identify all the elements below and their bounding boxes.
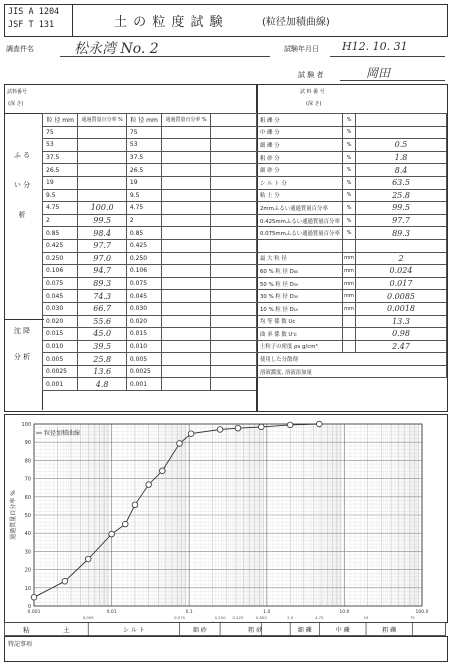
- class-label: シ ル ト: [122, 627, 145, 634]
- result-row: [257, 114, 447, 127]
- tester-underline: [340, 80, 445, 81]
- result-value: 2: [356, 252, 447, 265]
- size-cell: 0.001: [43, 378, 78, 391]
- pass-value-cell: [162, 214, 210, 227]
- y-tick-label: 80: [24, 458, 31, 465]
- size-cell: 0.015: [126, 328, 161, 341]
- data-point: [146, 482, 152, 488]
- right-sample-label: 試 料 番 号: [300, 89, 325, 95]
- result-value: [356, 239, 447, 252]
- size-cell: 0.106: [126, 265, 161, 278]
- result-value: 0.98: [356, 328, 447, 341]
- size-cell: 9.5: [43, 189, 78, 202]
- result-row: [257, 290, 447, 303]
- classification-band: [4, 622, 446, 636]
- table-row: [43, 328, 257, 341]
- result-value: 2.47: [356, 340, 447, 353]
- site-underline: [60, 56, 270, 57]
- pass-value-cell: [162, 328, 210, 341]
- blank-cell: [210, 202, 256, 215]
- result-unit: mm: [343, 290, 356, 303]
- size-cell: 26.5: [43, 164, 78, 177]
- pass-value-cell: [78, 126, 126, 139]
- pass-value-cell: [78, 139, 126, 152]
- size-cell: 0.030: [43, 302, 78, 315]
- blank-cell: [210, 378, 256, 391]
- results-grid: [256, 113, 447, 378]
- result-row: [257, 189, 447, 202]
- depth-label: (深 さ): [8, 101, 24, 107]
- tester-label: 試 験 者: [298, 71, 324, 79]
- table-row: [43, 164, 257, 177]
- pass-value-cell: [162, 126, 210, 139]
- header-divider: [72, 4, 73, 37]
- blank-cell: [210, 239, 256, 252]
- size-cell: 0.005: [126, 353, 161, 366]
- result-row: [257, 365, 447, 378]
- x-tick-label: 0.001: [27, 610, 41, 615]
- table-row: [43, 202, 257, 215]
- pass-value-cell: 55.6: [78, 315, 126, 328]
- pass-value-cell: 4.8: [78, 378, 126, 391]
- pass-value-cell: 45.0: [78, 328, 126, 341]
- table-row: [43, 302, 257, 315]
- result-label: シ ル ト 分: [257, 176, 343, 189]
- pass-value-cell: 100.0: [78, 202, 126, 215]
- x-tick-label: 0.01: [106, 610, 117, 615]
- result-row: [257, 164, 447, 177]
- size-cell: 0.005: [43, 353, 78, 366]
- x-tick-label: 100.0: [415, 610, 429, 615]
- class-label: 細 砂: [192, 627, 207, 634]
- result-value: 99.5: [356, 202, 447, 215]
- result-value: 97.7: [356, 214, 447, 227]
- result-label: 土粒子の密度 ρs g/cm³: [257, 340, 343, 353]
- result-value: [356, 114, 447, 127]
- size-cell: 2: [43, 214, 78, 227]
- size-cell: 2: [126, 214, 161, 227]
- grading-chart: [4, 414, 446, 632]
- pass-value-cell: [162, 290, 210, 303]
- size-cell: 75: [43, 126, 78, 139]
- size-cell: 0.250: [126, 252, 161, 265]
- size-cell: 19: [43, 176, 78, 189]
- pass-value-cell: [162, 378, 210, 391]
- data-point: [177, 441, 183, 447]
- size-cell: 0.106: [43, 265, 78, 278]
- result-label: 溶液濃度, 溶液添加量: [257, 365, 447, 378]
- result-row: [257, 227, 447, 240]
- col-size-header: 粒 径 mm: [43, 114, 78, 127]
- result-unit: %: [343, 176, 356, 189]
- x-minor-tick-label: 4.75: [315, 615, 324, 620]
- result-value: 63.5: [356, 176, 447, 189]
- x-minor-tick-label: 0.850: [255, 615, 267, 620]
- table-row: [43, 252, 257, 265]
- x-minor-tick-label: 75: [409, 615, 415, 620]
- result-row: [257, 265, 447, 278]
- blank-cell: [210, 252, 256, 265]
- y-tick-label: 40: [24, 531, 31, 538]
- data-point: [85, 556, 91, 562]
- class-label: 粗 礫: [382, 627, 397, 634]
- result-value: 25.8: [356, 189, 447, 202]
- blank-cell: [210, 353, 256, 366]
- size-cell: 0.001: [126, 378, 161, 391]
- site-label: 調査件名: [6, 45, 34, 53]
- data-point: [235, 425, 241, 431]
- table-row: [43, 151, 257, 164]
- data-point: [62, 578, 68, 584]
- result-row: [257, 328, 447, 341]
- pass-value-cell: [162, 302, 210, 315]
- size-cell: 4.75: [43, 202, 78, 215]
- class-band-frame: [5, 623, 446, 636]
- table-row: [43, 378, 257, 391]
- pass-value-cell: [162, 277, 210, 290]
- size-cell: 0.045: [43, 290, 78, 303]
- table-row: [43, 365, 257, 378]
- table-row: [43, 176, 257, 189]
- y-tick-label: 100: [21, 422, 31, 428]
- size-cell: 0.85: [43, 227, 78, 240]
- blank-cell: [210, 265, 256, 278]
- result-unit: mm: [343, 302, 356, 315]
- pass-value-cell: 74.3: [78, 290, 126, 303]
- result-row: [257, 315, 447, 328]
- blank-cell: [210, 365, 256, 378]
- result-value: 0.024: [356, 265, 447, 278]
- y-tick-label: 90: [24, 440, 31, 447]
- size-cell: 0.020: [126, 315, 161, 328]
- pass-value-cell: 89.3: [78, 277, 126, 290]
- x-minor-tick-label: 0.250: [214, 615, 226, 620]
- class-label: 中 礫: [335, 627, 350, 634]
- result-row: [257, 340, 447, 353]
- data-point: [188, 431, 194, 437]
- y-tick-label: 50: [24, 513, 31, 519]
- pass-value-cell: [162, 252, 210, 265]
- pass-value-cell: [162, 139, 210, 152]
- date-label: 試験年月日: [284, 45, 319, 53]
- result-row: [257, 252, 447, 265]
- result-unit: %: [343, 227, 356, 240]
- size-cell: 0.020: [43, 315, 78, 328]
- result-value: 8.4: [356, 164, 447, 177]
- blank-cell: [210, 315, 256, 328]
- result-value: 1.8: [356, 151, 447, 164]
- size-cell: 0.425: [126, 239, 161, 252]
- date-value: H12. 10. 31: [342, 40, 408, 53]
- y-tick-label: 0: [27, 604, 31, 610]
- size-cell: 9.5: [126, 189, 161, 202]
- pass-value-cell: [78, 176, 126, 189]
- size-cell: 0.010: [43, 340, 78, 353]
- result-unit: %: [343, 214, 356, 227]
- result-unit: mm: [343, 277, 356, 290]
- x-minor-tick-label: 0.005: [82, 615, 94, 620]
- table-row: [43, 239, 257, 252]
- x-minor-tick-label: 2.0: [287, 615, 294, 620]
- y-tick-label: 10: [24, 585, 31, 592]
- pass-value-cell: 39.5: [78, 340, 126, 353]
- size-cell: 0.015: [43, 328, 78, 341]
- blank-cell: [210, 126, 256, 139]
- pass-value-cell: 13.6: [78, 365, 126, 378]
- size-cell: 19: [126, 176, 161, 189]
- table-row: [43, 126, 257, 139]
- blank-cell: [210, 151, 256, 164]
- result-label: 粗 砂 分: [257, 151, 343, 164]
- y-tick-label: 60: [24, 494, 31, 501]
- result-label: 60 % 粒 径 D₆₀: [257, 265, 343, 278]
- result-label: [257, 239, 343, 252]
- sample-number-label: 試料番号: [7, 89, 28, 95]
- x-minor-tick-label: 19: [363, 615, 369, 620]
- result-value: 0.0018: [356, 302, 447, 315]
- size-cell: 53: [126, 139, 161, 152]
- result-unit: %: [343, 189, 356, 202]
- pass-value-cell: 97.7: [78, 239, 126, 252]
- page-title: 土 の 粒 度 試 験: [114, 15, 224, 30]
- y-axis-label: 通過質量百分率 %: [10, 490, 17, 540]
- x-minor-tick-label: 0.425: [232, 615, 244, 620]
- result-unit: mm: [343, 265, 356, 278]
- left-data-grid: [42, 113, 257, 391]
- result-unit: %: [343, 164, 356, 177]
- size-cell: 0.075: [126, 277, 161, 290]
- table-row: [43, 315, 257, 328]
- table-row: [43, 214, 257, 227]
- result-row: [257, 353, 447, 366]
- result-row: [257, 176, 447, 189]
- x-minor-tick-label: 0.075: [174, 615, 185, 620]
- blank-cell: [210, 302, 256, 315]
- header-box: [4, 4, 448, 37]
- data-point: [31, 594, 37, 600]
- result-unit: [343, 239, 356, 252]
- pass-value-cell: [78, 164, 126, 177]
- size-cell: 0.0025: [43, 365, 78, 378]
- pass-value-cell: [162, 340, 210, 353]
- blank-cell: [210, 328, 256, 341]
- class-label: 細 礫: [297, 627, 312, 634]
- class-label: 粗 砂: [248, 627, 263, 634]
- section-label-sieve: ふ る い 分 析: [13, 151, 31, 219]
- result-label: 0.075mmふるい通過質量百分率: [257, 227, 343, 240]
- data-point: [132, 502, 138, 508]
- col-pass-header: 通過質量百分率 %: [162, 114, 210, 127]
- result-label: 均 等 係 数 Uc: [257, 315, 343, 328]
- class-label: 土: [63, 626, 70, 634]
- result-label: 中 礫 分: [257, 126, 343, 139]
- result-unit: %: [343, 151, 356, 164]
- result-unit: [343, 328, 356, 341]
- result-value: [356, 126, 447, 139]
- remarks-box: [4, 636, 448, 662]
- result-unit: %: [343, 139, 356, 152]
- data-point: [317, 421, 323, 427]
- blank-cell: [210, 227, 256, 240]
- result-unit: mm: [343, 252, 356, 265]
- data-point: [217, 427, 223, 433]
- pass-value-cell: 25.8: [78, 353, 126, 366]
- table-row: [43, 189, 257, 202]
- y-tick-label: 30: [24, 549, 31, 556]
- blank-cell: [210, 214, 256, 227]
- data-point: [287, 422, 293, 428]
- blank-cell: [210, 176, 256, 189]
- result-value: 0.017: [356, 277, 447, 290]
- size-cell: 0.010: [126, 340, 161, 353]
- size-cell: 53: [43, 139, 78, 152]
- data-point: [109, 531, 115, 537]
- table-row: [43, 340, 257, 353]
- result-unit: %: [343, 114, 356, 127]
- x-tick-label: 0.1: [185, 610, 193, 615]
- pass-value-cell: [162, 151, 210, 164]
- grading-curve: [34, 424, 319, 597]
- size-cell: 0.045: [126, 290, 161, 303]
- standard-jis: JIS A 1204: [8, 7, 60, 17]
- data-point: [159, 468, 165, 474]
- result-row: [257, 277, 447, 290]
- pass-value-cell: [162, 176, 210, 189]
- result-row: [257, 214, 447, 227]
- data-point: [259, 424, 265, 430]
- result-label: 2mmふるい通過質量百分率: [257, 202, 343, 215]
- pass-value-cell: [162, 239, 210, 252]
- remarks-label: 特記事項: [8, 641, 33, 648]
- pass-value-cell: [162, 227, 210, 240]
- pass-value-cell: [162, 353, 210, 366]
- result-label: 粘 土 分: [257, 189, 343, 202]
- class-label: 粘: [23, 626, 30, 634]
- col-size-header: 粒 径 mm: [126, 114, 161, 127]
- size-cell: 0.425: [43, 239, 78, 252]
- result-value: 0.0085: [356, 290, 447, 303]
- right-depth-label: (深 さ): [306, 101, 322, 107]
- result-label: 50 % 粒 径 D₅₀: [257, 277, 343, 290]
- pass-value-cell: [162, 315, 210, 328]
- table-row: [43, 265, 257, 278]
- section-label-sedimentation: 沈 降 分 析: [13, 327, 31, 361]
- result-label: 10 % 粒 径 D₁₀: [257, 302, 343, 315]
- size-cell: 0.0025: [126, 365, 161, 378]
- blank-cell: [210, 139, 256, 152]
- y-tick-label: 20: [24, 567, 31, 574]
- pass-value-cell: 94.7: [78, 265, 126, 278]
- section-divider: [4, 319, 44, 320]
- result-label: 細 砂 分: [257, 164, 343, 177]
- table-row: [43, 139, 257, 152]
- result-row: [257, 151, 447, 164]
- size-cell: 0.075: [43, 277, 78, 290]
- table-row: [43, 353, 257, 366]
- result-label: 曲 率 係 数 U'c: [257, 328, 343, 341]
- pass-value-cell: [162, 202, 210, 215]
- pass-value-cell: [78, 151, 126, 164]
- result-label: 0.425mmふるい通過質量百分率: [257, 214, 343, 227]
- size-cell: 0.250: [43, 252, 78, 265]
- pass-value-cell: [162, 265, 210, 278]
- x-tick-label: 10.0: [339, 610, 350, 615]
- size-cell: 75: [126, 126, 161, 139]
- result-unit: %: [343, 202, 356, 215]
- pass-value-cell: 98.4: [78, 227, 126, 240]
- pass-value-cell: [78, 189, 126, 202]
- result-row: [257, 239, 447, 252]
- size-cell: 4.75: [126, 202, 161, 215]
- table-row: [43, 277, 257, 290]
- result-label: 最 大 粒 径: [257, 252, 343, 265]
- result-unit: [343, 340, 356, 353]
- blank-cell: [210, 277, 256, 290]
- size-cell: 37.5: [126, 151, 161, 164]
- result-unit: [343, 315, 356, 328]
- size-cell: 37.5: [43, 151, 78, 164]
- pass-value-cell: 66.7: [78, 302, 126, 315]
- tester-value: 岡田: [366, 66, 391, 80]
- result-row: [257, 126, 447, 139]
- column-header-row: [43, 114, 257, 127]
- legend-label: 粒径加積曲線: [44, 430, 81, 437]
- page-subtitle: (粒径加積曲線): [262, 17, 330, 28]
- table-row: [43, 290, 257, 303]
- y-tick-label: 70: [24, 476, 31, 483]
- result-label: 30 % 粒 径 D₃₀: [257, 290, 343, 303]
- pass-value-cell: 97.0: [78, 252, 126, 265]
- result-row: [257, 302, 447, 315]
- result-value: 13.3: [356, 315, 447, 328]
- pass-value-cell: [162, 164, 210, 177]
- pass-value-cell: [162, 189, 210, 202]
- size-cell: 0.85: [126, 227, 161, 240]
- pass-value-cell: [162, 365, 210, 378]
- result-label: 使用した分散剤: [257, 353, 447, 366]
- result-value: 0.5: [356, 139, 447, 152]
- date-underline: [330, 56, 445, 57]
- blank-cell: [210, 189, 256, 202]
- result-unit: %: [343, 126, 356, 139]
- result-label: 細 礫 分: [257, 139, 343, 152]
- table-row: [43, 227, 257, 240]
- data-point: [122, 521, 128, 527]
- result-label: 粗 礫 分: [257, 114, 343, 127]
- site-value: 松永湾 No. 2: [74, 41, 159, 57]
- size-cell: 26.5: [126, 164, 161, 177]
- standard-jsf: JSF T 131: [8, 20, 55, 30]
- result-row: [257, 139, 447, 152]
- x-tick-label: 1.0: [263, 610, 271, 615]
- blank-cell: [210, 340, 256, 353]
- result-row: [257, 202, 447, 215]
- col-pass-header: 通過質量百分率 %: [78, 114, 126, 127]
- size-cell: 0.030: [126, 302, 161, 315]
- blank-cell: [210, 164, 256, 177]
- pass-value-cell: 99.5: [78, 214, 126, 227]
- result-value: 89.3: [356, 227, 447, 240]
- blank-cell: [210, 290, 256, 303]
